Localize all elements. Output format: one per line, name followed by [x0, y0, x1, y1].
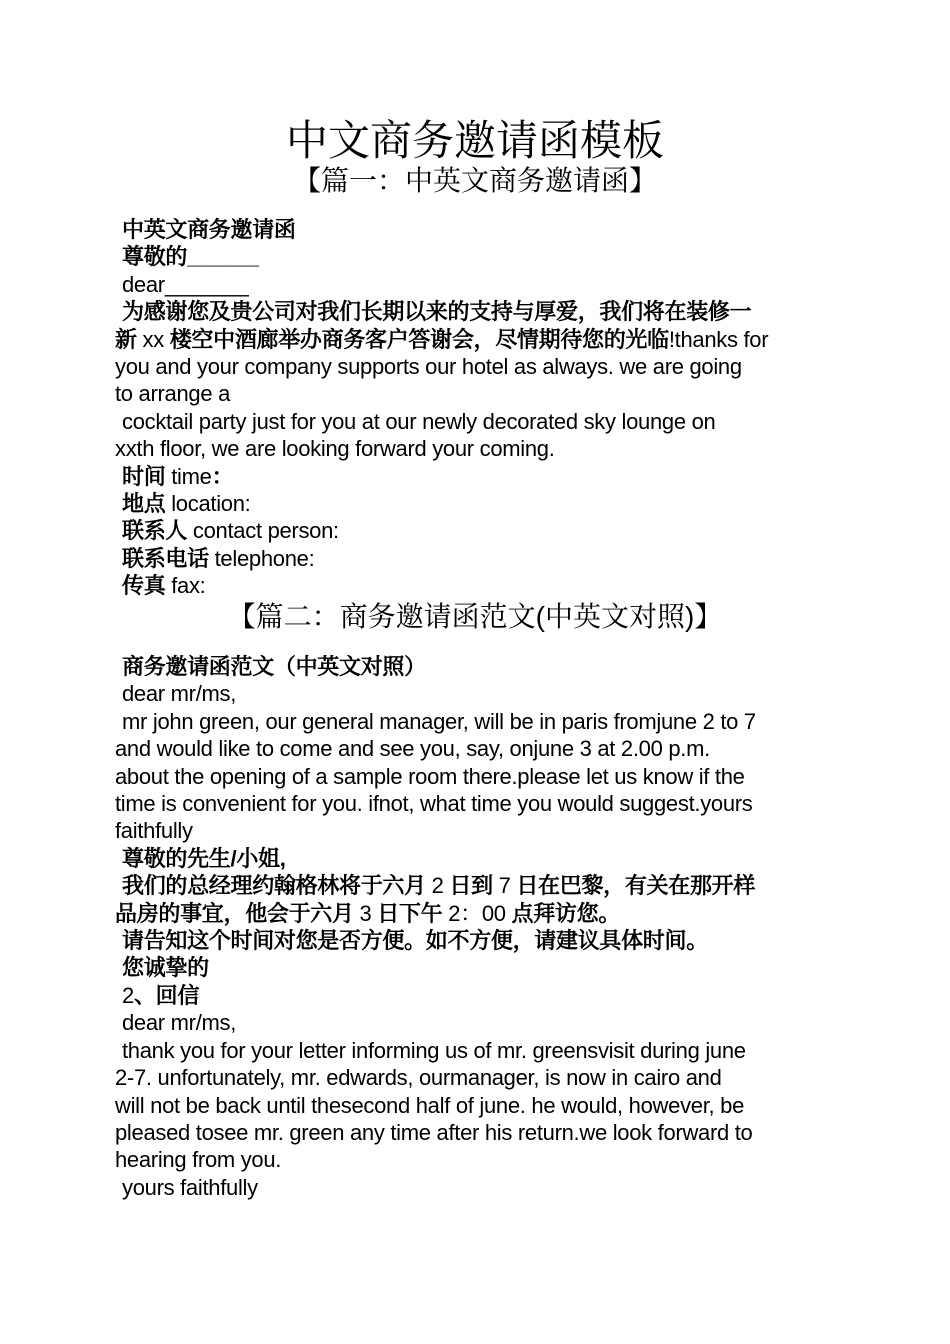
invitation-floor-xx: xx — [142, 326, 164, 352]
part1-body — [115, 216, 845, 600]
letter-salutation-en: dear mr/ms, — [122, 681, 237, 707]
field-contact-person — [115, 517, 845, 544]
invitation-cn-prefix: 新 — [115, 326, 143, 352]
invitation-cn-line-1: 为感谢您及贵公司对我们长期以来的支持与厚爱，我们将在装修一 — [122, 299, 752, 325]
letter-cn-1a: 我们的总经理约翰格林将于六月 — [122, 873, 432, 899]
field-location — [115, 490, 845, 517]
reply-number: 2 — [122, 982, 134, 1008]
field-fax-en: fax: — [165, 573, 206, 599]
field-time — [115, 463, 845, 490]
letter-cn-2d: 2：00 — [448, 900, 506, 926]
invitation-mixed-line — [115, 326, 845, 353]
salutation-en: dear_______ — [122, 271, 249, 297]
reply-salutation: dear mr/ms, — [122, 1010, 237, 1036]
letter-en-line-3: about the opening of a sample room there.please let us know if the — [115, 763, 745, 789]
field-contact-cn: 联系人 — [122, 518, 188, 544]
part1-heading: 【篇一：中英文商务邀请函】 — [292, 165, 657, 196]
field-fax — [115, 572, 845, 599]
reply-line-5: hearing from you. — [115, 1147, 282, 1173]
letter-cn-1d: 7 — [498, 873, 511, 899]
field-telephone-en: telephone: — [208, 545, 315, 571]
letter-cn-1b: 2 — [431, 873, 444, 899]
invitation-en-line-3: to arrange a — [115, 381, 231, 407]
field-location-cn: 地点 — [122, 491, 166, 517]
letter-cn-2e: 点拜访您。 — [505, 900, 621, 926]
reply-line-3: will not be back until thesecond half of june. he would, however, be — [115, 1092, 745, 1118]
reply-line-1: thank you for your letter informing us of mr. greensvisit during june — [122, 1037, 746, 1063]
invitation-en-line-4: cocktail party just for you at our newly decorated sky lounge on — [122, 408, 716, 434]
reply-heading — [115, 982, 845, 1009]
invitation-en-start: !thanks for — [668, 326, 769, 352]
part2-heading: 【篇二：商务邀请函范文(中英文对照)】 — [227, 601, 723, 632]
field-time-cn: 时间 — [122, 463, 166, 489]
field-telephone-cn: 联系电话 — [122, 545, 209, 571]
letter-cn-line-2 — [115, 900, 845, 927]
field-fax-cn: 传真 — [122, 573, 166, 599]
invitation-cn-rest: 楼空中酒廊举办商务客户答谢会，尽情期待您的光临 — [163, 326, 669, 352]
letter-en-line-4: time is convenient for you. ifnot, what time you would suggest.yours — [115, 791, 753, 817]
reply-line-2: 2-7. unfortunately, mr. edwards, ourmanager, is now in cairo and — [115, 1065, 722, 1091]
reply-label: 、回信 — [133, 982, 200, 1008]
letter-cn-2c: 日下午 — [371, 900, 449, 926]
letter-cn-2b: 3 — [359, 900, 372, 926]
salutation-cn: 尊敬的______ — [122, 244, 259, 270]
letter-cn-2a: 品房的事宜，他会于六月 — [115, 900, 360, 926]
field-contact-en: contact person: — [187, 518, 339, 544]
document-title: 中文商务邀请函模板 — [285, 117, 664, 164]
letter-closing-cn: 您诚挚的 — [122, 955, 209, 981]
field-time-colon: ： — [211, 463, 234, 489]
reply-line-4: pleased tosee mr. green any time after his return.we look forward to — [115, 1119, 753, 1145]
part2-section-heading: 商务邀请函范文（中英文对照） — [122, 654, 426, 679]
letter-en-line-1: mr john green, our general manager, will be in paris fromjune 2 to 7 — [122, 708, 756, 734]
letter-cn-line-3: 请告知这个时间对您是否方便。如不方便，请建议具体时间。 — [122, 928, 708, 954]
field-location-en: location: — [165, 491, 251, 517]
field-time-en: time — [165, 463, 212, 489]
letter-en-line-2: and would like to come and see you, say, onjune 3 at 2.00 p.m. — [115, 736, 710, 762]
reply-closing: yours faithfully — [122, 1174, 258, 1200]
letter-cn-line-1 — [115, 872, 845, 899]
field-telephone — [115, 545, 845, 572]
letter-salutation-cn: 尊敬的先生/小姐, — [122, 845, 286, 871]
invitation-en-line-5: xxth floor, we are looking forward your coming. — [115, 436, 555, 462]
letter-en-line-5: faithfully — [115, 818, 193, 844]
letter-cn-1c: 日到 — [443, 873, 499, 899]
invitation-en-line-2: you and your company supports our hotel as always. we are going — [115, 354, 742, 380]
letter-cn-1e: 日在巴黎，有关在那开样 — [510, 873, 756, 899]
part2-body — [115, 653, 845, 1201]
part1-section-heading: 中英文商务邀请函 — [122, 217, 296, 242]
